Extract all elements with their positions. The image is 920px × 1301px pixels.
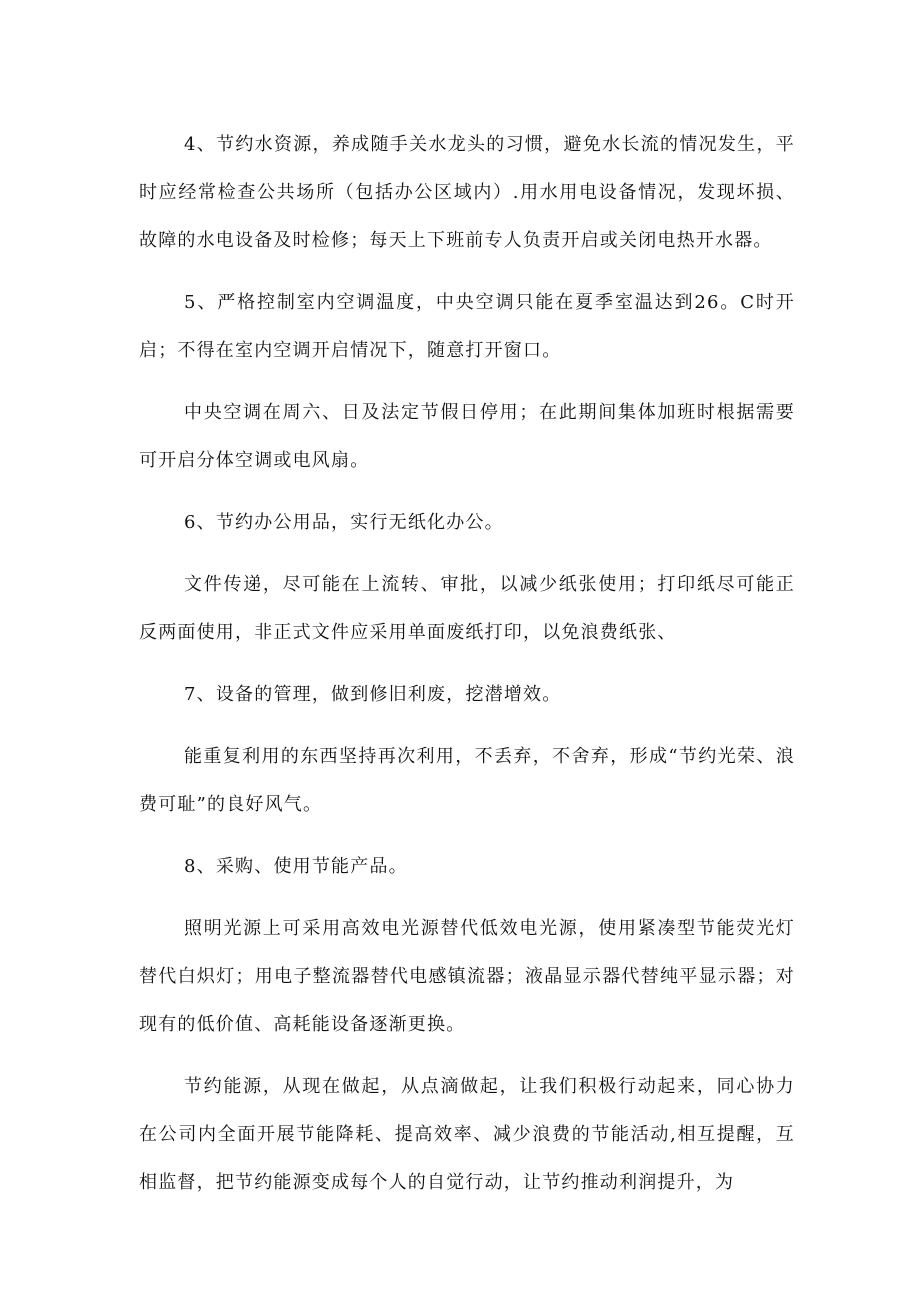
paragraph-water-saving: 4、节约水资源，养成随手关水龙头的习惯，避免水长流的情况发生，平时应经常检查公共场所（包括办公区域内）.用水用电设备情况，发现坏损、故障的水电设备及时检修；每天上下班前专人负责开启或关闭电热开水器。 [139, 134, 795, 251]
paragraph-equipment-management: 7、设备的管理，做到修旧利废，挖潜增效。 [184, 684, 562, 705]
paragraph-office-supplies: 6、节约办公用品，实行无纸化办公。 [184, 512, 504, 533]
paragraph-central-ac-holidays: 中央空调在周六、日及法定节假日停用；在此期间集体加班时根据需要可开启分体空调或电风扇。 [139, 402, 795, 471]
paragraph-energy-products: 8、采购、使用节能产品。 [184, 856, 408, 877]
document-body [139, 121, 795, 1221]
paragraph-conclusion: 节约能源，从现在做起，从点滴做起，让我们积极行动起来，同心协力在公司内全面开展节能降耗、提高效率、减少浪费的节能活动,相互提醒，互相监督，把节约能源变成每个人的自觉行动，让节约推动利润提升，为 [139, 1076, 795, 1193]
paragraph-paper-usage: 文件传递，尽可能在上流转、审批，以减少纸张使用；打印纸尽可能正反两面使用，非正式文件应采用单面废纸打印，以免浪费纸张、 [139, 574, 795, 643]
paragraph-lighting: 照明光源上可采用高效电光源替代低效电光源，使用紧凑型节能荧光灯替代白炽灯；用电子整流器替代电感镇流器；液晶显示器代替纯平显示器；对现有的低价值、高耗能设备逐渐更换。 [139, 918, 795, 1035]
paragraph-reuse: 能重复利用的东西坚持再次利用，不丢弃，不舍弃，形成“节约光荣、浪费可耻”的良好风气。 [139, 746, 795, 815]
paragraph-air-conditioning: 5、严格控制室内空调温度，中央空调只能在夏季室温达到26。C时开启；不得在室内空调开启情况下，随意打开窗口。 [139, 292, 795, 361]
